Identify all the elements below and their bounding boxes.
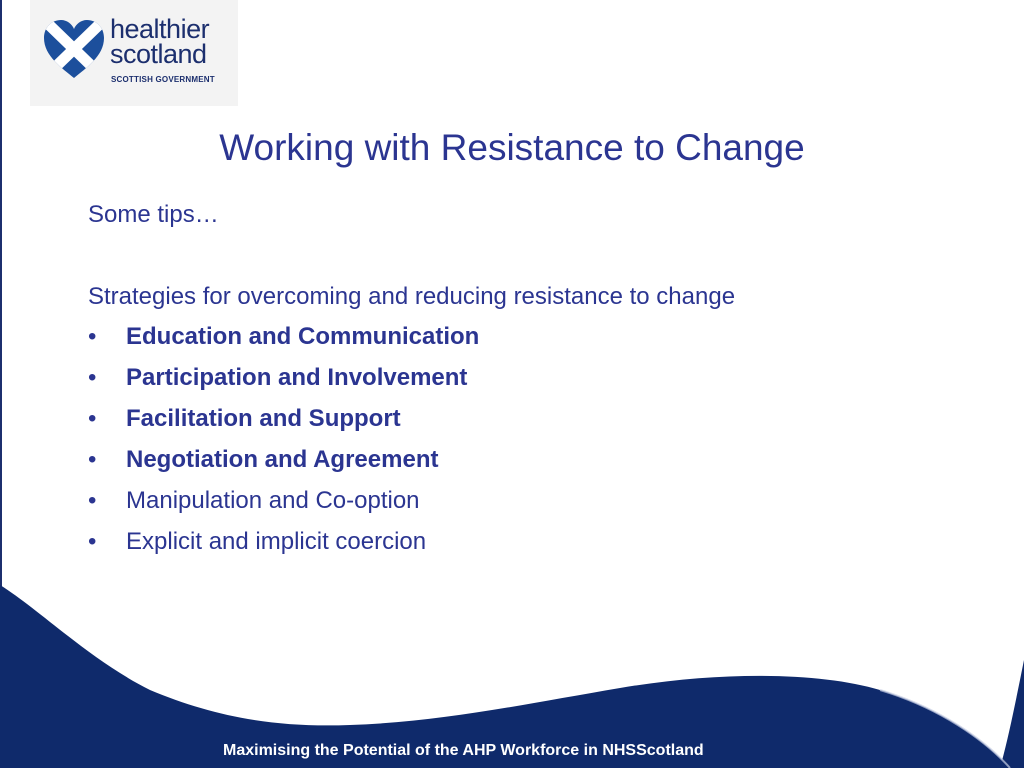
bullet-icon: • xyxy=(88,446,97,473)
bullet-icon: • xyxy=(88,364,97,391)
bullet-icon: • xyxy=(88,487,97,514)
strategies-heading: Strategies for overcoming and reducing resistance to change xyxy=(88,283,736,310)
bullet-icon: • xyxy=(88,405,97,432)
logo-word-scotland: scotland xyxy=(110,39,207,69)
bullet-icon: • xyxy=(88,528,97,555)
list-item-label: Facilitation and Support xyxy=(126,405,401,432)
tips-text: Some tips… xyxy=(88,201,219,228)
logo-word-healthier: healthier xyxy=(110,14,210,44)
bullet-icon: • xyxy=(88,323,97,350)
list-item-label: Manipulation and Co-option xyxy=(126,487,420,514)
list-item-label: Negotiation and Agreement xyxy=(126,446,439,473)
list-item-label: Participation and Involvement xyxy=(126,364,468,391)
list-item-label: Explicit and implicit coercion xyxy=(126,528,427,555)
logo-subtitle: SCOTTISH GOVERNMENT xyxy=(111,75,215,84)
list-item-label: Education and Communication xyxy=(126,323,480,350)
slide-title: Working with Resistance to Change xyxy=(219,127,805,168)
footer-text: Maximising the Potential of the AHP Workforce in NHSScotland xyxy=(223,742,704,759)
